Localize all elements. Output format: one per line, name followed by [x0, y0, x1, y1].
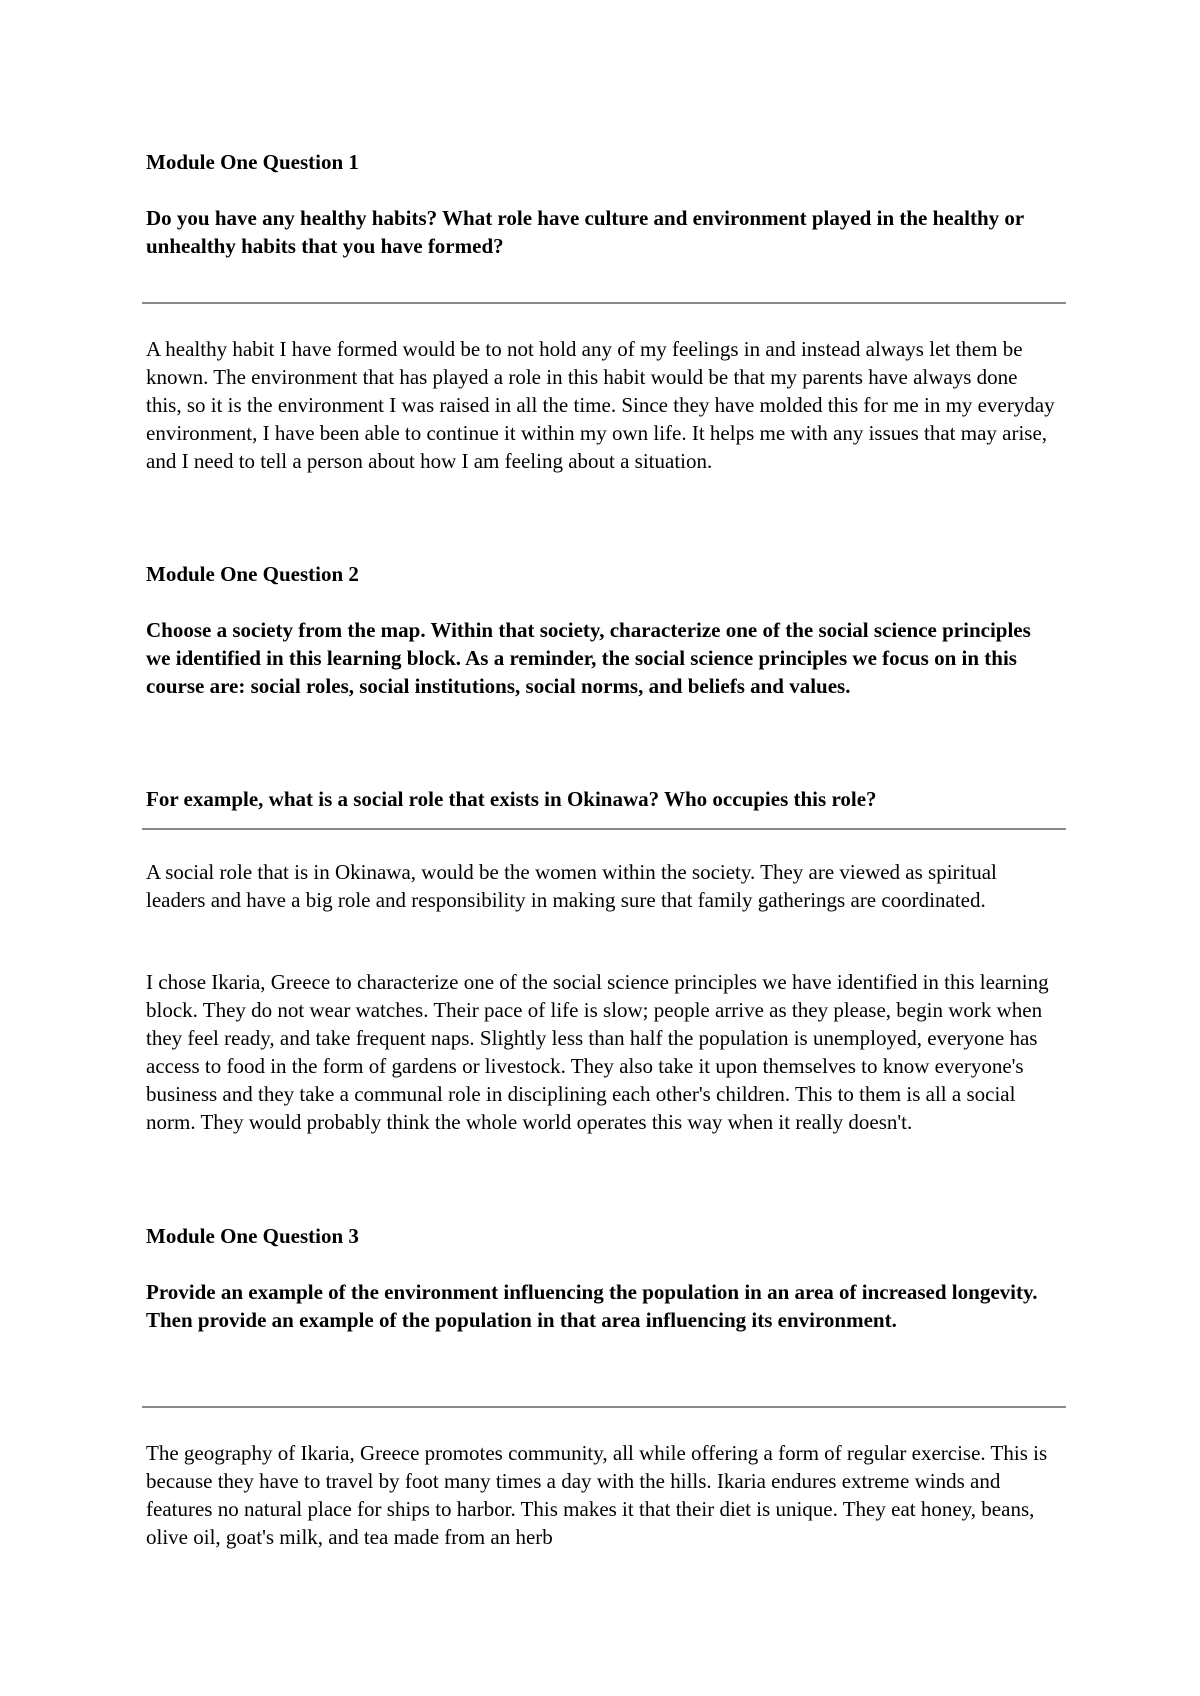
q1-divider [142, 302, 1066, 304]
q1-answer: A healthy habit I have formed would be to not hold any of my feelings in and instead always let them be known. The environment that has played a role in this habit would be that my parents have always done this, so it is the environment I was raised in all the time. Since they have molded this for me in my everyday environment, I have been able to continue it within my own life. It helps me with any issues that may arise, and I need to tell a person about how I am feeling about a situation. [146, 337, 1055, 473]
q1-prompt: Do you have any healthy habits? What role have culture and environment played in the healthy or unhealthy habits that you have formed? [146, 206, 1024, 258]
q1-heading: Module One Question 1 [146, 150, 359, 174]
q2-example: For example, what is a social role that exists in Okinawa? Who occupies this role? [146, 787, 877, 811]
q2-heading: Module One Question 2 [146, 562, 359, 586]
q2-answer-2: I chose Ikaria, Greece to characterize one of the social science principles we have identified in this learning block. They do not wear watches. Their pace of life is slow; people arrive as they please, begin work when they feel ready, and take frequent naps. Slightly less than half the population is unemployed, everyone has access to food in the form of gardens or livestock. They also take it upon themselves to know everyone's business and they take a communal role in disciplining each other's children. This to them is all a social norm. They would probably think the whole world operates this way when it really doesn't. [146, 970, 1049, 1134]
q2-answer-1: A social role that is in Okinawa, would be the women within the society. They are viewed as spiritual leaders and have a big role and responsibility in making sure that family gatherings are coordinated. [146, 860, 997, 912]
q2-prompt: Choose a society from the map. Within that society, characterize one of the social science principles we identified in this learning block. As a reminder, the social science principles we focus on in this course are: social roles, social institutions, social norms, and beliefs and values. [146, 618, 1031, 698]
q2-divider [142, 828, 1066, 830]
q3-prompt: Provide an example of the environment influencing the population in an area of increased longevity. Then provide an example of the population in that area influencing its environment. [146, 1280, 1038, 1332]
q3-divider [142, 1406, 1066, 1408]
q3-heading: Module One Question 3 [146, 1224, 359, 1248]
q3-answer: The geography of Ikaria, Greece promotes community, all while offering a form of regular exercise. This is because they have to travel by foot many times a day with the hills. Ikaria endures extreme winds and features no natural place for ships to harbor. This makes it that their diet is unique. They eat honey, beans, olive oil, goat's milk, and tea made from an herb [146, 1441, 1048, 1549]
